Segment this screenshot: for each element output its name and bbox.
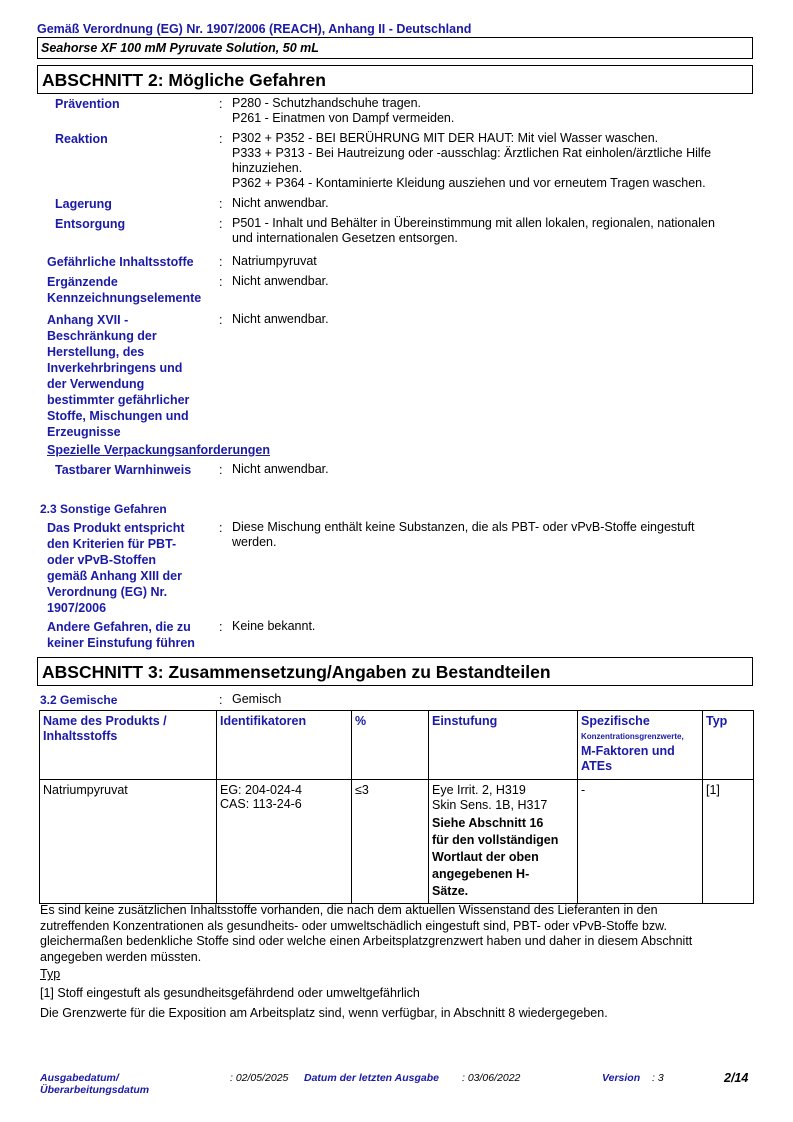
text-line: P261 - Einatmen von Dampf vermeiden. — [232, 111, 455, 125]
header-line: ATEs — [581, 759, 613, 773]
cell-line: Siehe Abschnitt 16 — [432, 816, 544, 830]
label-line: Verordnung (EG) Nr. — [47, 585, 168, 599]
other-hazards-value: Keine bekannt. — [232, 619, 316, 633]
colon: : — [219, 255, 223, 269]
table-header-row — [40, 711, 754, 780]
cell-line: CAS: 113-24-6 — [220, 797, 302, 811]
exposure-limits-note: Die Grenzwerte für die Exposition am Arbeitsplatz sind, wenn verfügbar, in Abschnitt 8 wiedergegeben. — [40, 1006, 608, 1020]
page-number: 2/14 — [724, 1071, 749, 1085]
other-hazards-label — [47, 619, 195, 651]
column-header-specific-limits — [578, 711, 703, 780]
label-line: Ergänzende — [47, 275, 118, 289]
version-label: Version — [602, 1072, 641, 1084]
cell-specific-limits: - — [578, 780, 703, 904]
packaging-requirements-link[interactable]: Spezielle Verpackungsanforderungen — [47, 443, 270, 457]
cell-name — [40, 780, 217, 904]
issue-date-label — [40, 1072, 149, 1096]
product-name: Seahorse XF 100 mM Pyruvate Solution, 50 mL — [41, 41, 319, 55]
label-line: Erzeugnisse — [47, 425, 121, 439]
cell-text: Natriumpyruvat — [43, 783, 128, 797]
cell-line: angegebenen H- — [432, 867, 530, 881]
colon: : — [219, 693, 223, 707]
text-line: werden. — [232, 535, 277, 549]
text-line: P362 + P364 - Kontaminierte Kleidung ausziehen und vor erneutem Tragen waschen. — [232, 176, 706, 190]
label-line: Kennzeichnungselemente — [47, 291, 202, 305]
section-3-title: ABSCHNITT 3: Zusammensetzung/Angaben zu Bestandteilen — [37, 657, 753, 686]
colon: : — [219, 217, 223, 231]
table-row — [40, 780, 754, 904]
label-line: Andere Gefahren, die zu — [47, 620, 191, 634]
reaction-label: Reaktion — [55, 132, 108, 146]
header-line: Inhaltsstoffs — [43, 729, 118, 743]
label-line: bestimmter gefährlicher — [47, 393, 190, 407]
text-line: angegeben werden müssten. — [40, 949, 202, 964]
product-name-box — [37, 37, 753, 59]
column-header-percent: % — [352, 711, 429, 780]
type-heading: Typ — [40, 967, 61, 981]
text-line: P501 - Inhalt und Behälter in Übereinstimmung mit allen lokalen, regionalen, nationalen — [232, 216, 715, 230]
last-issue-label: Datum der letzten Ausgabe — [304, 1072, 439, 1084]
colon: : — [219, 620, 223, 634]
text-line: P280 - Schutzhandschuhe tragen. — [232, 96, 422, 110]
annex-xvii-label — [47, 312, 189, 440]
header-line: Name des Produkts / — [43, 714, 167, 728]
cell-percent: ≤3 — [352, 780, 429, 904]
hazardous-ingredients-label: Gefährliche Inhaltsstoffe — [47, 255, 194, 269]
text-line: Nicht anwendbar. — [232, 196, 329, 210]
hazardous-ingredients-value: Natriumpyruvat — [232, 254, 317, 268]
composition-table — [39, 710, 754, 904]
issue-date-value: : 02/05/2025 — [230, 1072, 289, 1084]
label-line: gemäß Anhang XIII der — [47, 569, 182, 583]
pbt-label — [47, 520, 185, 616]
version-value: : 3 — [652, 1072, 664, 1084]
colon: : — [219, 97, 223, 111]
regulation-header: Gemäß Verordnung (EG) Nr. 1907/2006 (REACH), Anhang II - Deutschland — [37, 22, 472, 36]
colon: : — [219, 313, 223, 327]
label-line: den Kriterien für PBT- — [47, 537, 177, 551]
colon: : — [219, 275, 223, 289]
label-line: Anhang XVII - — [47, 313, 129, 327]
colon: : — [219, 463, 223, 477]
classification-note — [432, 815, 574, 900]
tactile-warning-value: Nicht anwendbar. — [232, 462, 329, 476]
label-line: Beschränkung der — [47, 329, 157, 343]
column-header-classification: Einstufung — [429, 711, 578, 780]
text-line: Es sind keine zusätzlichen Inhaltsstoffe vorhanden, die nach dem aktuellen Wissenstand des Lieferanten in den — [40, 903, 658, 917]
cell-line: Skin Sens. 1B, H317 — [432, 798, 548, 812]
mixtures-label: 3.2 Gemische — [40, 693, 118, 707]
pbt-value — [232, 520, 752, 550]
label-line: Ausgabedatum/ — [40, 1072, 119, 1084]
cell-line: für den vollständigen — [432, 833, 559, 847]
prevention-value — [232, 96, 752, 126]
cell-classification — [429, 780, 578, 904]
column-header-name — [40, 711, 217, 780]
cell-line: Eye Irrit. 2, H319 — [432, 783, 526, 797]
header-line: Konzentrationsgrenzwerte, — [581, 732, 684, 741]
label-line: Überarbeitungsdatum — [40, 1084, 150, 1096]
last-issue-value: : 03/06/2022 — [462, 1072, 521, 1084]
header-line: M-Faktoren und — [581, 744, 675, 758]
cell-line: EG: 204-024-4 — [220, 783, 302, 797]
label-line: keiner Einstufung führen — [47, 636, 195, 650]
text-line: gleichermaßen bedenkliche Stoffe sind oder welche einen Arbeitsplatzgrenzwert haben und daher in diesem Abschnitt — [40, 934, 693, 948]
mixtures-value: Gemisch — [232, 692, 282, 706]
type-note: [1] Stoff eingestuft als gesundheitsgefährdend oder umweltgefährlich — [40, 986, 420, 1000]
label-line: Inverkehrbringens und — [47, 361, 183, 375]
storage-value — [232, 196, 752, 211]
colon: : — [219, 197, 223, 211]
annex-xvii-value: Nicht anwendbar. — [232, 312, 329, 326]
label-line: 1907/2006 — [47, 601, 107, 615]
column-header-type: Typ — [703, 711, 754, 780]
additional-ingredients-note — [40, 903, 755, 965]
column-header-identifiers: Identifikatoren — [217, 711, 352, 780]
text-line: hinzuziehen. — [232, 161, 303, 175]
colon: : — [219, 132, 223, 146]
supplementary-label — [47, 274, 201, 306]
cell-identifiers — [217, 780, 352, 904]
cell-type: [1] — [703, 780, 754, 904]
label-line: Herstellung, des — [47, 345, 145, 359]
prevention-label: Prävention — [55, 97, 120, 111]
storage-label: Lagerung — [55, 197, 112, 211]
cell-line: Wortlaut der oben — [432, 850, 539, 864]
disposal-label: Entsorgung — [55, 217, 126, 231]
section-2-title: ABSCHNITT 2: Mögliche Gefahren — [37, 65, 753, 94]
cell-line: Sätze. — [432, 884, 469, 898]
header-line: Spezifische — [581, 714, 650, 728]
text-line: P302 + P352 - BEI BERÜHRUNG MIT DER HAUT: Mit viel Wasser waschen. — [232, 131, 659, 145]
text-line: zutreffenden Konzentrationen als gesundheits- oder umweltschädlich eingestuft sind, PBT- oder vPvB-Stoffe bzw. — [40, 918, 667, 933]
text-line: P333 + P313 - Bei Hautreizung oder -ausschlag: Ärztlichen Rat einholen/ärztliche Hilfe — [232, 146, 712, 160]
reaction-value — [232, 131, 752, 191]
label-line: Stoffe, Mischungen und — [47, 409, 189, 423]
label-line: oder vPvB-Stoffen — [47, 553, 157, 567]
label-line: der Verwendung — [47, 377, 145, 391]
colon: : — [219, 521, 223, 535]
text-line: und internationalen Gesetzen entsorgen. — [232, 231, 458, 245]
label-line: Das Produkt entspricht — [47, 521, 185, 535]
text-line: Diese Mischung enthält keine Substanzen, die als PBT- oder vPvB-Stoffe eingestuft — [232, 520, 695, 534]
supplementary-value: Nicht anwendbar. — [232, 274, 329, 288]
tactile-warning-label: Tastbarer Warnhinweis — [55, 463, 192, 477]
other-hazards-heading: 2.3 Sonstige Gefahren — [40, 502, 167, 516]
disposal-value — [232, 216, 752, 246]
